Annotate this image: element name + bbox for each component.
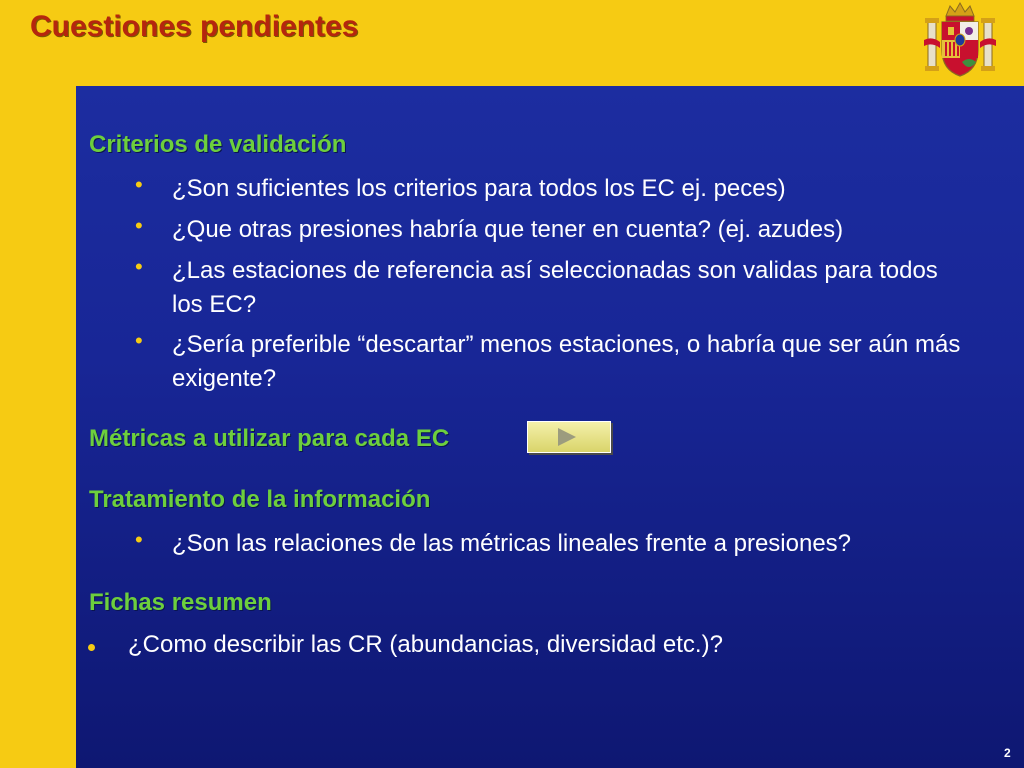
- bullet-text: ¿Que otras presiones habría que tener en cuenta? (ej. azudes): [172, 216, 844, 243]
- bullet-icon: •: [135, 213, 143, 238]
- bullet-text: ¿Son las relaciones de las métricas lineales frente a presiones?: [172, 530, 852, 557]
- section-heading-tratamiento: Tratamiento de la información: [89, 486, 431, 513]
- slide-title: Cuestiones pendientes: [30, 10, 359, 43]
- bullet-dot-icon: [88, 644, 95, 651]
- bullet-text: ¿Son suficientes los criterios para todos los EC ej. peces): [172, 175, 786, 202]
- section-heading-fichas: Fichas resumen: [89, 589, 272, 616]
- bullet-icon: •: [135, 254, 143, 279]
- page-number: 2: [1004, 746, 1011, 760]
- bullet-icon: •: [135, 527, 143, 552]
- bullet-text: ¿Como describir las CR (abundancias, diversidad etc.)?: [128, 631, 723, 658]
- play-button[interactable]: [527, 421, 611, 453]
- bullet-text: ¿Sería preferible “descartar” menos estaciones, o habría que ser aún más exigente?: [172, 331, 961, 392]
- section-heading-criterios: Criterios de validación: [89, 131, 347, 158]
- coat-of-arms-icon: [920, 0, 1000, 80]
- section-heading-metricas: Métricas a utilizar para cada EC: [89, 425, 450, 452]
- bullet-text: ¿Las estaciones de referencia así seleccionadas son validas para todos los EC?: [172, 257, 938, 318]
- bullet-icon: •: [135, 328, 143, 353]
- play-icon: [558, 428, 576, 446]
- bullet-icon: •: [135, 172, 143, 197]
